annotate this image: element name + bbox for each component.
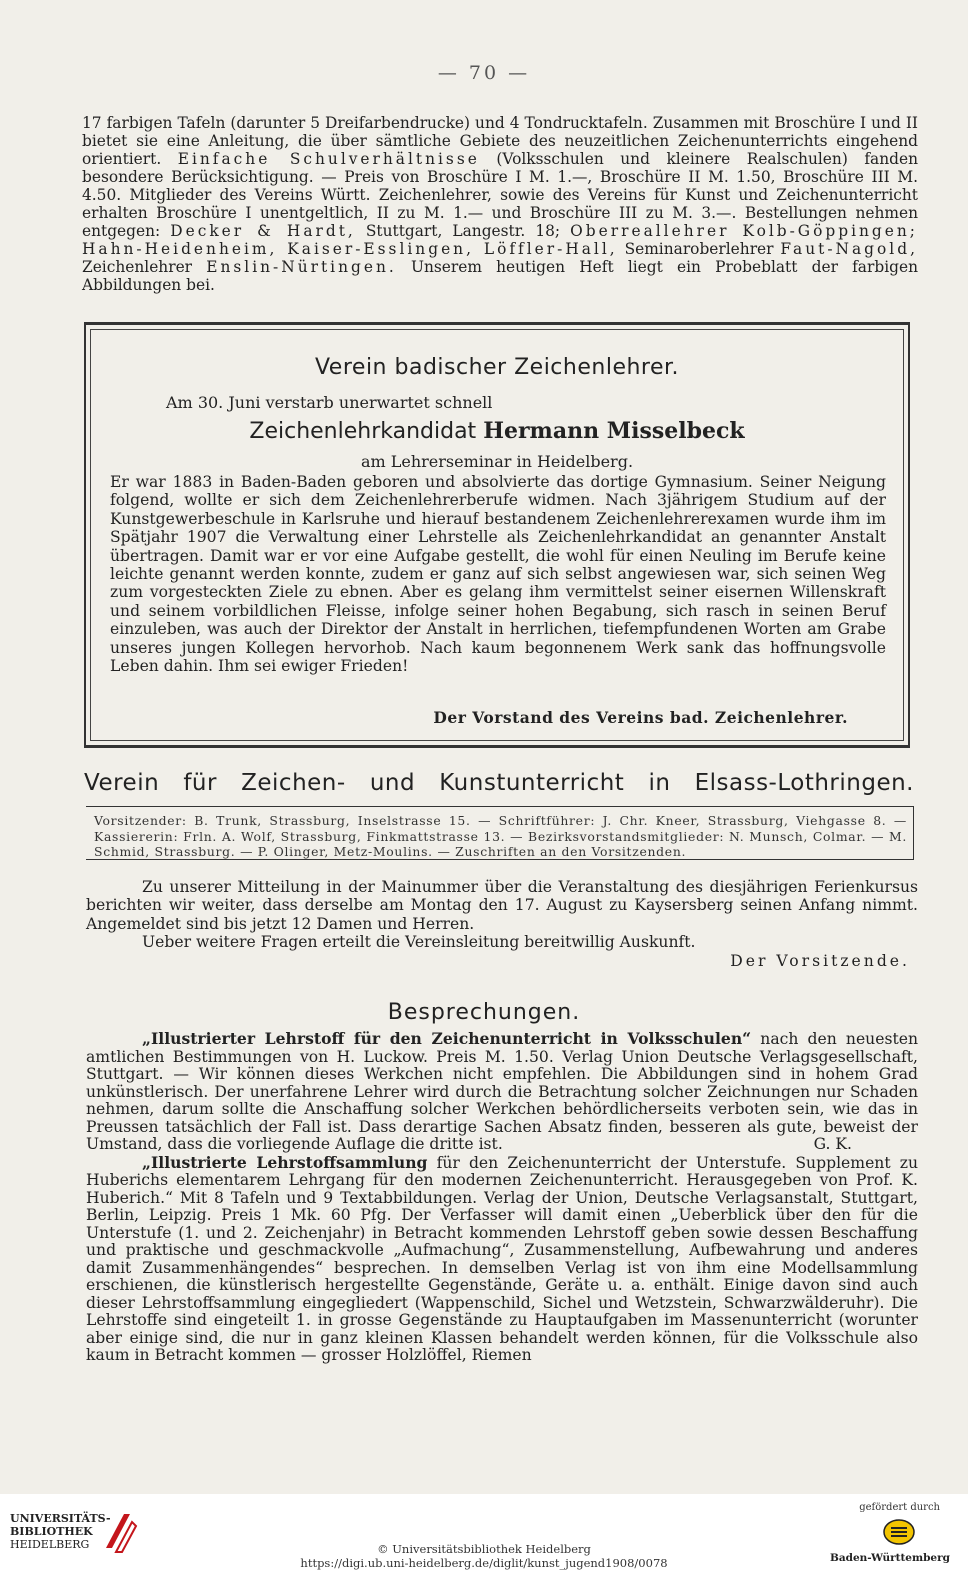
- review-1-title: „Illustrierter Lehrstoff für den Zeichenunterricht in Volksschulen“: [142, 1029, 752, 1048]
- obituary-signature: Der Vorstand des Vereins bad. Zeichenlehrer.: [433, 708, 848, 727]
- copyright-text: © Universitätsbibliothek Heidelberg: [377, 1542, 591, 1556]
- review-2-text: für den Zeichenunterricht der Unterstufe. Supplement zu Huberichs elementarem Lehrgang für den modernen Zeichenunterricht. Herausgegeben von Prof. K. Huberich.“ Mit 8 Tafeln und 9 Textabbildungen. Verlag der Union, Deutsche Verlagsanstalt, Stuttgart, Berlin, Leipzig. Preis 1 Mk. 60 Pfg. Der Verfasser will damit einen „Ueberblick über den für die Unterstufe (1. und 2. Zeichenjahr) in Betracht kommenden Lehrstoff geben sowie dessen Beschaffung und praktische und geschmackvolle „Aufmachung“, Zusammenstellung, Aufbewahrung und anderes damit Zusammenhängendes“ besprechen. In demselben Verlag ist von ihm eine Modellsammlung erschienen, die künstlerisch hergestellte Gegenstände, Geräte u. a. enthält. Einige davon sind auch dieser Lehrstoffsammlung eingegliedert (Wappenschild, Sichel und Wetzstein, Schwarzwälderuhr). Die Lehrstoffe sind eingeteilt 1. in grosse Gegenstände zu Hauptaufgaben im Massenunterricht (worunter aber einige sind, die nur in ganz kleinen Klassen behandelt werden können, für die Volksschule also kaum in Betracht kommen — grosser Holzlöffel, Riemen: [86, 1153, 918, 1364]
- footer-copyright: [0, 1542, 968, 1570]
- obituary-name: Hermann Misselbeck: [483, 418, 745, 444]
- library-line3: HEIDELBERG: [10, 1538, 90, 1551]
- obituary-body: Er war 1883 in Baden-Baden geboren und absolvierte das dortige Gymnasium. Seiner Neigung folgend, wollte er sich dem Zeichenlehrerberufe widmen. Nach 3jährigem Studium auf der Kunstgewerbeschule in Karlsruhe und hierauf bestandenem Zeichenlehrerexamen wurde ihm im Spätjahr 1907 die Verwaltung einer Lehrstelle als Zeichenlehrkandidat an genannter Anstalt übertragen. Damit war er vor eine Aufgabe gestellt, die wohl für einen Neuling im Berufe keine leichte genannt werden konnte, zudem er ganz auf sich selbst angewiesen war, sich seinen Weg zum vorgesteckten Ziele zu ebnen. Aber es gelang ihm vermittelst seiner eisernen Willenskraft und seinem vorbildlichen Fleisse, infolge seiner hohen Begabung, sich rasch in seinen Beruf einzuleben, was auch der Direktor der Anstalt in herrlichen, tiefempfundenen Worten am Grabe unseres jungen Kollegen hervorhob. Nach kaum begonnenem Werk sank das hoffnungsvolle Leben dahin. Ihm sei ewiger Frieden!: [110, 473, 886, 676]
- intro-text-4: Unserem heutigen Heft liegt ein Probeblatt der farbigen Abbildungen bei.: [82, 258, 918, 294]
- intro-text-3b: Seminaroberlehrer: [624, 240, 774, 258]
- elsass-notice: [86, 878, 918, 952]
- elsass-members: Vorsitzender: B. Trunk, Strassburg, Inselstrasse 15. — Schriftführer: J. Chr. Kneer, Strassburg, Viehgasse 8. — Kassiererin: Frln. A. Wolf, Strassburg, Finkmattstrasse 13. — Bezirksvorstandsmitglieder: N. Munsch, Colmar. — M. Schmid, Strassburg. — P. Olinger, Metz-Moulins. — Zuschriften an den Vorsitzenden.: [86, 806, 914, 860]
- library-line2: BIBLIOTHEK: [10, 1525, 93, 1538]
- review-1: [86, 1030, 918, 1154]
- elsass-heading: Verein für Zeichen- und Kunstunterricht in Elsass-Lothringen.: [84, 770, 914, 796]
- footer: [0, 1494, 968, 1585]
- intro-text-2: (Volksschulen und kleinere Realschulen) fanden besondere Berücksichtigung. — Preis von Broschüre I M. 1.—, Broschüre II M. 1.50, Broschüre III M. 4.50. Mitglieder des Vereins Württ. Zeichenlehrer, sowie des Vereins für Kunst und Zeichenunterricht erhalten Broschüre I unentgeltlich, II zu M. 1.— und Broschüre III zu M. 3.—. Bestellungen nehmen entgegen:: [82, 150, 918, 240]
- intro-spaced-2: Decker & Hardt,: [170, 222, 356, 240]
- obituary-line1: Am 30. Juni verstarb unerwartet schnell: [166, 393, 493, 412]
- intro-text-3: Stuttgart, Langestr. 18;: [365, 222, 561, 240]
- intro-spaced-3: Oberreallehrer Kolb-Göppingen; Hahn-Heidenheim, Kaiser-Esslingen, Löffler-Hall,: [82, 222, 918, 258]
- elsass-notice-text-2: Ueber weitere Fragen erteilt die Vereinsleitung bereitwillig Auskunft.: [142, 933, 696, 952]
- obituary-title: Verein badischer Zeichenlehrer.: [314, 355, 680, 380]
- elsass-signature: Der Vorsitzende.: [730, 952, 910, 970]
- library-line1: UNIVERSITÄTS-: [10, 1512, 111, 1525]
- review-2: [86, 1154, 918, 1365]
- intro-paragraph: [82, 114, 918, 294]
- coat-of-arms-icon: [882, 1518, 916, 1546]
- page-number: — 70 —: [437, 62, 531, 84]
- intro-spaced-5: Enslin-Nürtingen.: [206, 258, 397, 276]
- reviews-body: „Illustrierter Lehrstoff für den Zeichenunterricht in Volksschulen“ nach den neuesten amtlichen Bestimmungen von H. Luckow. Preis M. 1.50. Verlag Union Deutsche Verlagsgesellschaft, Stuttgart. — Wir können dieses Werkchen nicht empfehlen. Die Abbildungen sind in hohem Grad unkünstlerisch. Der unerfahrene Lehrer wird durch die Betrachtung solcher Zeichnungen nur Schaden nehmen, darum sollte die Anschaffung solcher Werkchen behördlicherseits verboten sein, wie das in Preussen tatsächlich der Fall ist. Dass derartige Sachen Absatz finden, besseren als gute, beweist der Umstand, dass die vorliegende Auflage die dritte ist. G. K. „Illustrierte Lehrstoffsammlung für den Zeichenunterricht der Unterstufe. Supplement zu Huberichs elementarem Lehrgang für den modernen Zeichenunterricht. Herausgegeben von Prof. K. Huberich.“ Mit 8 Tafeln und 9 Textabbildungen. Verlag der Union, Deutsche Verlagsanstalt, Stuttgart, Berlin, Leipzig. Preis 1 Mk. 60 Pfg. Der Verfasser will damit einen „Ueberblick über den für die Unterstufe (1. und 2. Zeichenjahr) in Betracht kommenden Lehrstoff geben sowie dessen Beschaffung und praktische und geschmackvolle „Aufmachung“, Zusammenstellung, Aufbewahrung und anderes damit Zusammenhängendes“ besprechen. In demselben Verlag ist von ihm eine Modellsammlung erschienen, die künstlerisch hergestellte Gegenstände, Geräte u. a. enthält. Einige davon sind auch dieser Lehrstoffsammlung eingegliedert (Wappenschild, Sichel und Wetzstein, Schwarzwälderuhr). Die Lehrstoffe sind eingeteilt 1. in grosse Gegenstände zu Hauptaufgaben im Massenunterricht (worunter aber einige sind, die nur in ganz kleinen Klassen behandelt werden können, für die Volksschule also kaum in Betracht kommen — grosser Holzlöffel, Riemen: [86, 1029, 918, 1364]
- review-1-text: nach den neuesten amtlichen Bestimmungen von H. Luckow. Preis M. 1.50. Verlag Union Deutsche Verlagsgesellschaft, Stuttgart. — Wir können dieses Werkchen nicht empfehlen. Die Abbildungen sind in hohem Grad unkünstlerisch. Der unerfahrene Lehrer wird durch die Betrachtung solcher Zeichnungen nur Schaden nehmen, darum sollte die Anschaffung solcher Werkchen behördlicherseits verboten sein, wie das in Preussen tatsächlich der Fall ist. Dass derartige Sachen Absatz finden, besseren als gute, beweist der Umstand, dass die vorliegende Auflage die dritte ist.: [86, 1030, 918, 1153]
- intro-text-1: 17 farbigen Tafeln (darunter 5 Dreifarbendrucke) und 4 Tondrucktafeln. Zusammen mit Broschüre I und II bietet sie eine Anleitung, die über sämtliche Gebiete des neuzeitlichen Zeichenunterrichts eingehend orientiert.: [82, 114, 918, 168]
- funded-label: gefördert durch: [859, 1502, 940, 1513]
- obituary-line2: am Lehrerseminar in Heidelberg.: [360, 452, 634, 471]
- review-2-title: „Illustrierte Lehrstoffsammlung: [142, 1152, 428, 1172]
- obituary-name-line: [86, 418, 908, 444]
- reviews-heading: Besprechungen.: [387, 1000, 581, 1025]
- intro-text-3c: Zeichenlehrer: [82, 258, 193, 276]
- elsass-notice-text: Zu unserer Mitteilung in der Mainummer über die Veranstaltung des diesjährigen Ferienkursus berichten wir weiter, dass derselbe am Montag den 17. August zu Kaysersberg seinen Anfang nimmt. Angemeldet sind bis jetzt 12 Damen und Herren.: [86, 878, 918, 933]
- state-label: Baden-Württemberg: [829, 1552, 950, 1564]
- intro-spaced-1: Einfache Schulverhältnisse: [177, 150, 480, 168]
- intro-spaced-4: Faut-Nagold,: [780, 240, 918, 258]
- obituary-box: [84, 322, 910, 748]
- obituary-name-prefix: Zeichenlehrkandidat: [249, 419, 477, 444]
- source-url[interactable]: https://digi.ub.uni-heidelberg.de/diglit/kunst_jugend1908/0078: [300, 1556, 668, 1570]
